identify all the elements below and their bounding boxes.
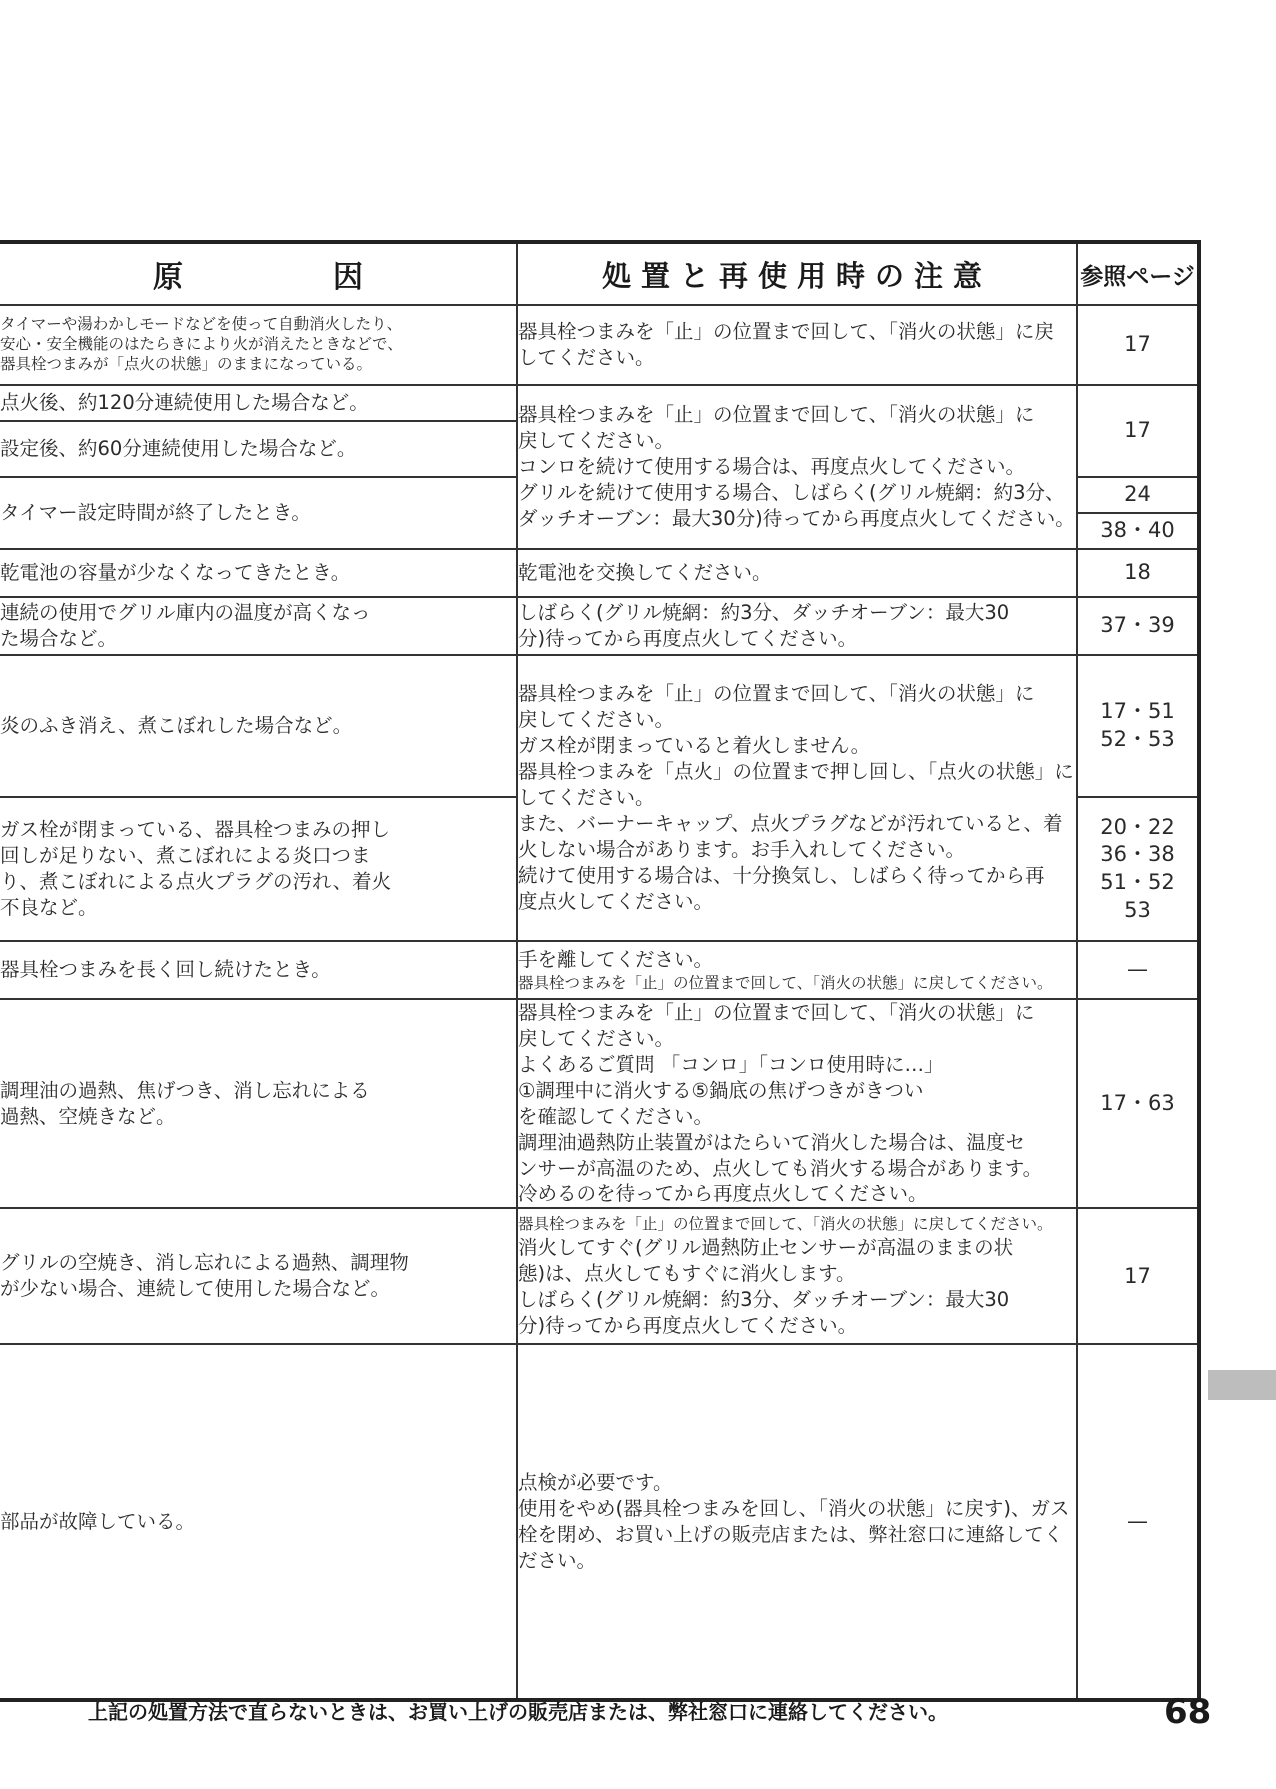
ref-page: 17・51 [1100,699,1175,724]
table-row [0,1208,1199,1344]
ref-cell [1077,941,1199,999]
ref-cell [1077,999,1199,1208]
cause-line: 回しが足りない、煮こぼれによる炎口つま [0,844,371,868]
action-line: 器具栓つまみを「止」の位置まで回して、「消火の状態」に [518,682,1035,706]
action-cell [517,999,1077,1208]
table-row [0,549,1199,597]
table-row [0,999,1199,1208]
ref-cell [1077,1344,1199,1700]
cause-line: タイマー設定時間が終了したとき。 [0,501,311,525]
ref-cell [1077,597,1199,655]
cause-cell [0,655,517,797]
action-line: 調理油過熱防止装置がはたらいて消火した場合は、温度セ [518,1130,1026,1154]
ref-cell [1077,305,1199,385]
cause-line: 調理油の過熱、焦げつき、消し忘れによる [0,1078,370,1102]
action-line: 冷めるのを待ってから再度点火してください。 [518,1182,928,1206]
action-line: してください。 [518,346,655,369]
action-line: 続けて使用する場合は、十分換気し、しばらく待ってから再 [518,863,1045,887]
cause-cell [0,477,517,549]
cause-line: 設定後、約60分連続使用した場合など。 [0,437,357,461]
cause-cell [0,941,517,999]
ref-cell [1077,513,1199,549]
action-line: ださい。 [518,1548,597,1572]
ref-page: 52・53 [1100,727,1175,751]
action-cell [517,941,1077,999]
action-line: 戻してください。 [518,1026,675,1050]
cause-line: り、煮こぼれによる点火プラグの汚れ、着火 [0,870,392,893]
section-edge-tab [1208,1370,1276,1400]
ref-page: 53 [1124,897,1151,922]
cause-cell [0,1208,517,1344]
cause-cell [0,385,517,421]
header-ref: 参照ページ [1077,242,1199,305]
cause-cell [0,999,517,1208]
ref-cell [1077,1208,1199,1344]
ref-page: 51・52 [1100,870,1175,894]
cause-cell [0,305,517,385]
ref-page: 20・22 [1100,814,1175,839]
action-line: 火しない場合があります。お手入れしてください。 [518,837,965,861]
cause-line: 炎のふき消え、煮こぼれした場合など。 [0,714,353,738]
cause-line: 安心・安全機能のはたらきにより火が消えたときなどで、 [0,335,403,354]
action-line: グリルを続けて使用する場合、しばらく(グリル焼網：約3分、 [518,480,1065,504]
cause-line: 乾電池の容量が少なくなってきたとき。 [0,561,351,585]
cause-line: ガス栓が閉まっている、器具栓つまみの押し [0,818,391,842]
ref-page: 18 [1124,560,1151,585]
action-line: 器具栓つまみを「止」の位置まで回して、「消火の状態」に戻 [518,320,1054,344]
action-line: しばらく(グリル焼網：約3分、ダッチオーブン：最大30 [518,601,1010,625]
action-line: また、バーナーキャップ、点火プラグなどが汚れていると、着 [518,811,1063,835]
action-line: 分)待ってから再度点火してください。 [518,627,858,650]
table-header-row [0,242,1199,305]
action-line-small: 器具栓つまみを「止」の位置まで回して、「消火の状態」に戻してください。 [518,973,1053,992]
ref-cell [1077,655,1199,797]
action-line: 分)待ってから再度点火してください。 [518,1313,858,1337]
cause-line: が少ない場合、連続して使用した場合など。 [0,1277,391,1301]
page-number: 68 [1164,1692,1212,1732]
table-row [0,655,1199,797]
action-line: 手を離してください。 [518,947,714,971]
action-cell [517,597,1077,655]
cause-line: 器具栓つまみが「点火の状態」のままになっている。 [0,354,373,373]
action-line: ①調理中に消火する⑤鍋底の焦げつきがきつい [518,1078,924,1102]
action-line: ンサーが高温のため、点火しても消火する場合があります。 [518,1156,1043,1180]
action-line: 器具栓つまみを「点火」の位置まで押し回し、「点火の状態」に [518,760,1074,784]
ref-page: — [1127,1509,1148,1534]
ref-page: 37・39 [1100,613,1175,638]
footer-note: 上記の処置方法で直らないときは、お買い上げの販売店または、弊社窓口に連絡してください。 [88,1700,948,1724]
ref-page: 17 [1124,1263,1151,1288]
action-line: 点検が必要です。 [518,1471,673,1495]
action-line: コンロを続けて使用する場合は、再度点火してください。 [518,455,1026,479]
cause-line: 過熱、空焼きなど。 [0,1104,176,1128]
ref-page: 36・38 [1100,842,1175,867]
cause-line: た場合など。 [0,627,118,650]
ref-cell [1077,385,1199,477]
cause-cell [0,797,517,941]
table-row [0,941,1199,999]
action-cell [517,1344,1077,1700]
table-row [0,385,1199,421]
action-line: 戻してください。 [518,429,675,453]
action-cell [517,1208,1077,1344]
action-line: 栓を閉め、お買い上げの販売店または、弊社窓口に連絡してく [518,1522,1064,1546]
action-line: 乾電池を交換してください。 [518,561,772,585]
table-row [0,305,1199,385]
action-cell [517,655,1077,941]
action-line: 使用をやめ(器具栓つまみを回し、「消火の状態」に戻す)、ガス [518,1496,1070,1520]
ref-cell [1077,797,1199,941]
action-line: 器具栓つまみを「止」の位置まで回して、「消火の状態」に [518,403,1035,427]
ref-page: 17 [1124,418,1151,443]
ref-page: — [1127,957,1148,982]
action-line: 器具栓つまみを「止」の位置まで回して、「消火の状態」に [518,1001,1035,1024]
action-line: 戻してください。 [518,708,675,732]
cause-cell [0,421,517,477]
table-row [0,1344,1199,1700]
ref-page: 38・40 [1100,518,1175,543]
action-cell [517,385,1077,549]
action-line: 度点火してください。 [518,889,714,913]
cause-line: 点火後、約120分連続使用した場合など。 [0,391,369,415]
action-line: 消火してすぐ(グリル過熱防止センサーが高温のままの状 [518,1235,1014,1259]
cause-line: タイマーや湯わかしモードなどを使って自動消火したり、 [0,315,403,334]
cause-line: 不良など。 [0,895,98,919]
cause-line: 部品が故障している。 [0,1509,196,1533]
action-line: してください。 [518,786,655,810]
action-line: ガス栓が閉まっていると着火しません。 [518,734,871,758]
ref-cell [1077,477,1199,513]
header-action: 処置と再使用時の注意 [517,242,1077,305]
action-cell [517,549,1077,597]
action-line-small: 器具栓つまみを「止」の位置まで回して、「消火の状態」に戻してください。 [518,1215,1053,1234]
ref-page: 17 [1124,332,1151,357]
troubleshooting-table [0,240,1201,1702]
action-line: を確認してください。 [518,1104,714,1128]
action-line: ダッチオーブン：最大30分)待ってから再度点火してください。 [518,506,1075,530]
table-row [0,597,1199,655]
cause-line: 連続の使用でグリル庫内の温度が高くなっ [0,601,371,625]
cause-cell [0,1344,517,1700]
header-cause: 原 因 [0,242,517,305]
action-line: しばらく(グリル焼網：約3分、ダッチオーブン：最大30 [518,1287,1010,1311]
action-line: よくあるご質問 「コンロ」「コンロ使用時に…」 [518,1052,944,1076]
cause-cell [0,549,517,597]
ref-cell [1077,549,1199,597]
ref-page: 17・63 [1100,1090,1175,1115]
ref-page: 24 [1124,482,1151,507]
cause-line: グリルの空焼き、消し忘れによる過熱、調理物 [0,1251,409,1275]
action-line: 態)は、点火してもすぐに消火します。 [518,1261,856,1285]
action-cell [517,305,1077,385]
cause-line: 器具栓つまみを長く回し続けたとき。 [0,958,331,982]
cause-cell [0,597,517,655]
